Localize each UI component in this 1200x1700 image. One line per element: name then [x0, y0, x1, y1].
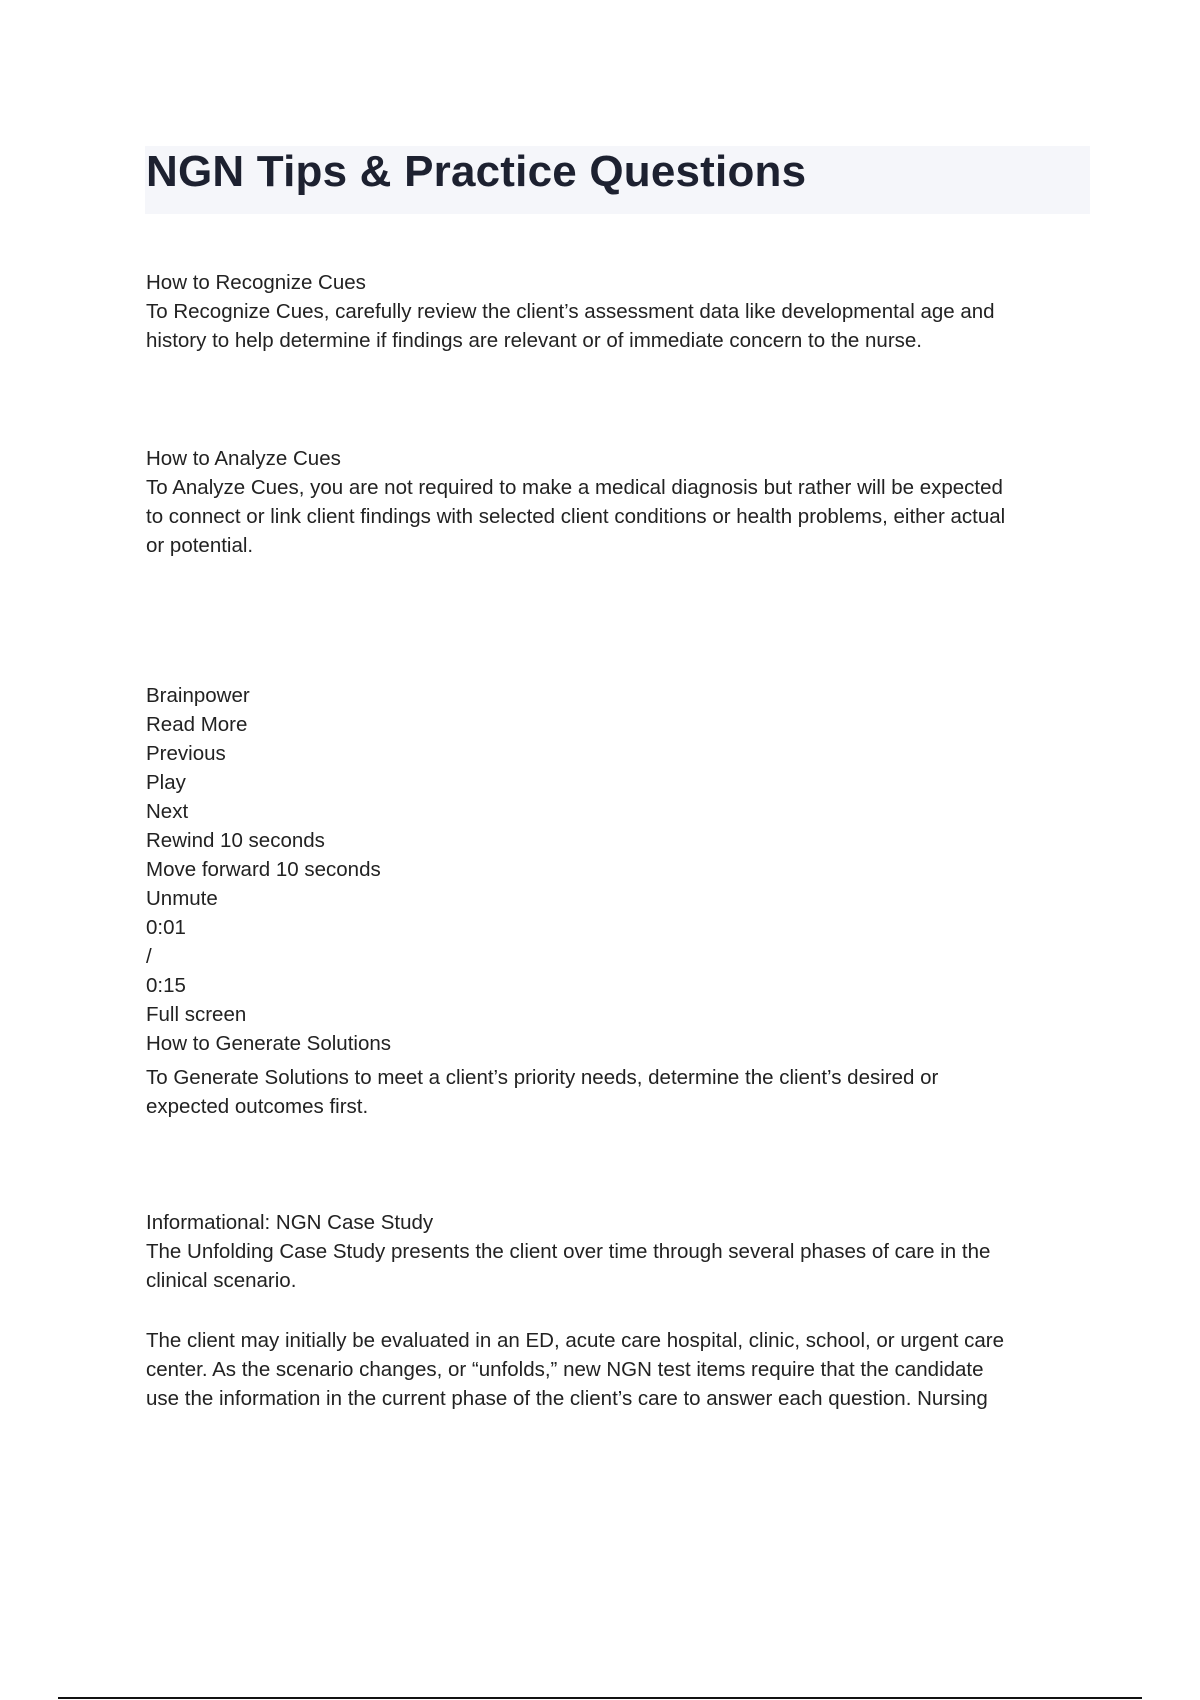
paragraph-line: To Recognize Cues, carefully review the client’s assessment data like developmental age and — [146, 300, 995, 323]
video-player-text — [146, 681, 1086, 1058]
section-heading: Informational: NGN Case Study — [146, 1211, 434, 1234]
page-title: NGN Tips & Practice Questions — [146, 147, 807, 196]
paragraph-line: clinical scenario. — [146, 1269, 297, 1292]
previous-button[interactable]: Previous — [146, 742, 226, 765]
paragraph-line: history to help determine if findings are relevant or of immediate concern to the nurse. — [146, 329, 922, 352]
page-bottom-divider — [58, 1697, 1142, 1699]
paragraph-line: or potential. — [146, 534, 254, 557]
section-analyze-cues — [146, 444, 1086, 560]
paragraph-line: To Analyze Cues, you are not required to make a medical diagnosis but rather will be expected — [146, 476, 1003, 499]
paragraph-line: The client may initially be evaluated in an ED, acute care hospital, clinic, school, or urgent care — [146, 1329, 1005, 1352]
current-time: 0:01 — [146, 916, 186, 939]
unmute-button[interactable]: Unmute — [146, 887, 218, 910]
section-client-evaluation — [146, 1326, 1086, 1413]
section-heading-generate-solutions: How to Generate Solutions — [146, 1032, 391, 1055]
time-separator: / — [146, 945, 152, 968]
section-informational-case-study — [146, 1208, 1086, 1295]
section-generate-solutions — [146, 1063, 1086, 1121]
paragraph-line: center. As the scenario changes, or “unfolds,” new NGN test items require that the candidate — [146, 1358, 984, 1381]
paragraph-line: to connect or link client findings with selected client conditions or health problems, either actual — [146, 505, 1006, 528]
read-more-link[interactable]: Read More — [146, 713, 248, 736]
paragraph-line: To Generate Solutions to meet a client’s priority needs, determine the client’s desired or — [146, 1066, 939, 1089]
next-button[interactable]: Next — [146, 800, 189, 823]
paragraph-line: use the information in the current phase of the client’s care to answer each question. Nursing — [146, 1387, 988, 1410]
section-heading: How to Recognize Cues — [146, 271, 366, 294]
section-heading: How to Analyze Cues — [146, 447, 341, 470]
video-brand-label: Brainpower — [146, 684, 250, 707]
section-recognize-cues — [146, 268, 1086, 355]
paragraph-line: The Unfolding Case Study presents the client over time through several phases of care in the — [146, 1240, 991, 1263]
duration-time: 0:15 — [146, 974, 186, 997]
play-button[interactable]: Play — [146, 771, 186, 794]
fullscreen-button[interactable]: Full screen — [146, 1003, 247, 1026]
rewind-10-button[interactable]: Rewind 10 seconds — [146, 829, 325, 852]
forward-10-button[interactable]: Move forward 10 seconds — [146, 858, 381, 881]
paragraph-line: expected outcomes first. — [146, 1095, 369, 1118]
